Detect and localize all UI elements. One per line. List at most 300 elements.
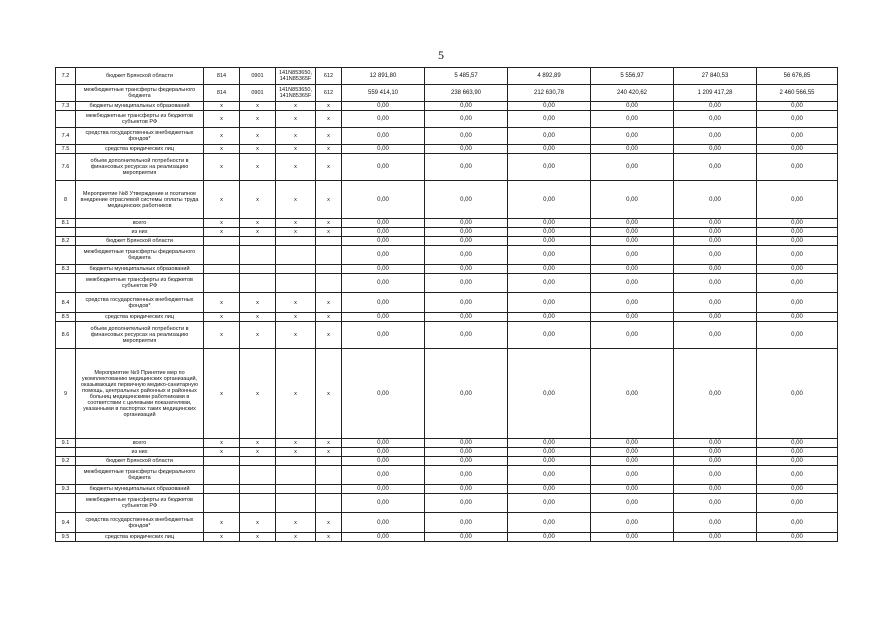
page-number: 5 <box>438 48 444 62</box>
cell-year-1: 0,00 <box>342 128 425 145</box>
cell-section-code: x <box>240 439 276 448</box>
cell-target-article: 141N853650, 141N85365F <box>276 68 316 85</box>
cell-target-article <box>276 274 316 293</box>
table-row <box>56 246 838 265</box>
table-body <box>56 68 838 542</box>
cell-section-code <box>240 246 276 265</box>
cell-row-number: 9.4 <box>56 513 76 533</box>
cell-expense-type: x <box>316 111 342 128</box>
cell-source-name: межбюджетные трансферты из бюджетов субъектов РФ <box>76 274 204 293</box>
cell-row-number: 8.5 <box>56 313 76 322</box>
cell-grbs-code <box>204 246 240 265</box>
cell-row-number: 7.3 <box>56 102 76 111</box>
cell-year-1: 0,00 <box>342 102 425 111</box>
cell-total: 0,00 <box>757 128 838 145</box>
cell-row-number: 7.6 <box>56 154 76 181</box>
cell-total: 0,00 <box>757 154 838 181</box>
cell-year-3: 0,00 <box>508 533 591 542</box>
cell-year-4: 240 420,62 <box>591 85 674 102</box>
cell-year-3: 0,00 <box>508 228 591 237</box>
cell-target-article: x <box>276 513 316 533</box>
cell-year-3: 0,00 <box>508 102 591 111</box>
cell-source-name: средства государственных внебюджетных фондов* <box>76 513 204 533</box>
cell-row-number <box>56 246 76 265</box>
cell-expense-type: x <box>316 128 342 145</box>
cell-year-4: 0,00 <box>591 439 674 448</box>
cell-year-2: 0,00 <box>425 265 508 274</box>
cell-total: 0,00 <box>757 265 838 274</box>
cell-row-number: 9.5 <box>56 533 76 542</box>
cell-source-name: бюджет Брянской области <box>76 457 204 466</box>
cell-year-5: 0,00 <box>674 513 757 533</box>
cell-section-code: x <box>240 128 276 145</box>
cell-year-3: 0,00 <box>508 293 591 313</box>
cell-expense-type: x <box>316 154 342 181</box>
cell-year-3: 0,00 <box>508 457 591 466</box>
cell-year-2: 0,00 <box>425 145 508 154</box>
cell-source-name: объем дополнительной потребности в финансовых ресурсах на реализацию мероприятия <box>76 154 204 181</box>
cell-year-5: 0,00 <box>674 448 757 457</box>
cell-year-2: 0,00 <box>425 154 508 181</box>
cell-source-name: из них <box>76 448 204 457</box>
cell-year-3: 0,00 <box>508 246 591 265</box>
cell-year-1: 0,00 <box>342 111 425 128</box>
cell-year-2: 0,00 <box>425 219 508 228</box>
cell-target-article: x <box>276 128 316 145</box>
cell-expense-type: x <box>316 322 342 349</box>
cell-row-number: 9 <box>56 349 76 439</box>
cell-section-code: x <box>240 181 276 219</box>
cell-row-number: 9.3 <box>56 485 76 494</box>
cell-year-4: 0,00 <box>591 466 674 485</box>
cell-total: 0,00 <box>757 102 838 111</box>
cell-year-2: 5 485,57 <box>425 68 508 85</box>
cell-section-code: x <box>240 111 276 128</box>
cell-year-1: 0,00 <box>342 237 425 246</box>
cell-year-2: 0,00 <box>425 293 508 313</box>
cell-year-2: 238 663,90 <box>425 85 508 102</box>
cell-year-2: 0,00 <box>425 181 508 219</box>
cell-source-name: средства государственных внебюджетных фондов* <box>76 293 204 313</box>
table-row <box>56 68 838 85</box>
cell-total: 0,00 <box>757 228 838 237</box>
cell-year-5: 0,00 <box>674 265 757 274</box>
cell-row-number <box>56 466 76 485</box>
cell-year-4: 5 556,97 <box>591 68 674 85</box>
cell-year-4: 0,00 <box>591 274 674 293</box>
cell-section-code <box>240 466 276 485</box>
cell-section-code <box>240 265 276 274</box>
cell-target-article: x <box>276 102 316 111</box>
table-row <box>56 128 838 145</box>
cell-year-3: 0,00 <box>508 466 591 485</box>
table-row <box>56 145 838 154</box>
table-row <box>56 313 838 322</box>
cell-target-article <box>276 457 316 466</box>
cell-source-name: средства юридических лиц <box>76 145 204 154</box>
cell-grbs-code <box>204 466 240 485</box>
cell-expense-type: 612 <box>316 68 342 85</box>
cell-total: 0,00 <box>757 466 838 485</box>
table-row <box>56 181 838 219</box>
cell-total: 0,00 <box>757 448 838 457</box>
cell-expense-type <box>316 457 342 466</box>
table-row <box>56 494 838 513</box>
cell-year-4: 0,00 <box>591 111 674 128</box>
cell-source-name: бюджет Брянской области <box>76 68 204 85</box>
cell-year-5: 0,00 <box>674 246 757 265</box>
cell-year-2: 0,00 <box>425 228 508 237</box>
cell-grbs-code: x <box>204 111 240 128</box>
cell-year-5: 0,00 <box>674 313 757 322</box>
cell-expense-type: x <box>316 533 342 542</box>
cell-year-1: 0,00 <box>342 181 425 219</box>
cell-year-5: 0,00 <box>674 219 757 228</box>
cell-grbs-code: x <box>204 293 240 313</box>
cell-year-1: 0,00 <box>342 145 425 154</box>
cell-total: 0,00 <box>757 533 838 542</box>
cell-year-2: 0,00 <box>425 313 508 322</box>
cell-section-code: x <box>240 313 276 322</box>
cell-year-3: 212 630,78 <box>508 85 591 102</box>
cell-year-2: 0,00 <box>425 349 508 439</box>
cell-grbs-code: x <box>204 102 240 111</box>
cell-total: 0,00 <box>757 111 838 128</box>
cell-year-5: 0,00 <box>674 274 757 293</box>
cell-year-2: 0,00 <box>425 513 508 533</box>
cell-expense-type <box>316 466 342 485</box>
cell-year-1: 0,00 <box>342 274 425 293</box>
table-row <box>56 457 838 466</box>
table-row <box>56 448 838 457</box>
cell-year-1: 0,00 <box>342 513 425 533</box>
cell-target-article: x <box>276 293 316 313</box>
cell-row-number <box>56 111 76 128</box>
cell-target-article: x <box>276 533 316 542</box>
cell-year-4: 0,00 <box>591 246 674 265</box>
cell-year-3: 0,00 <box>508 128 591 145</box>
cell-year-5: 0,00 <box>674 293 757 313</box>
cell-year-1: 0,00 <box>342 293 425 313</box>
cell-grbs-code: x <box>204 145 240 154</box>
cell-year-4: 0,00 <box>591 128 674 145</box>
cell-year-3: 0,00 <box>508 237 591 246</box>
cell-section-code <box>240 457 276 466</box>
cell-grbs-code: x <box>204 533 240 542</box>
cell-year-4: 0,00 <box>591 457 674 466</box>
table-row <box>56 485 838 494</box>
cell-year-3: 0,00 <box>508 448 591 457</box>
cell-source-name: бюджет Брянской области <box>76 237 204 246</box>
cell-year-5: 0,00 <box>674 154 757 181</box>
cell-expense-type <box>316 494 342 513</box>
cell-section-code <box>240 274 276 293</box>
cell-grbs-code <box>204 485 240 494</box>
table-row <box>56 85 838 102</box>
cell-expense-type: x <box>316 439 342 448</box>
cell-grbs-code: x <box>204 228 240 237</box>
cell-year-1: 0,00 <box>342 265 425 274</box>
cell-grbs-code: x <box>204 128 240 145</box>
cell-row-number: 9.1 <box>56 439 76 448</box>
cell-grbs-code <box>204 457 240 466</box>
cell-year-2: 0,00 <box>425 457 508 466</box>
cell-year-5: 0,00 <box>674 145 757 154</box>
cell-year-3: 0,00 <box>508 349 591 439</box>
cell-grbs-code: x <box>204 219 240 228</box>
cell-target-article: x <box>276 439 316 448</box>
cell-expense-type: x <box>316 219 342 228</box>
cell-year-5: 27 840,53 <box>674 68 757 85</box>
table-row <box>56 265 838 274</box>
cell-grbs-code <box>204 237 240 246</box>
cell-section-code: x <box>240 102 276 111</box>
cell-grbs-code: x <box>204 313 240 322</box>
cell-target-article: x <box>276 349 316 439</box>
cell-section-code: x <box>240 448 276 457</box>
cell-expense-type <box>316 485 342 494</box>
cell-row-number: 7.4 <box>56 128 76 145</box>
cell-total: 56 676,85 <box>757 68 838 85</box>
cell-row-number: 8.2 <box>56 237 76 246</box>
cell-expense-type: 612 <box>316 85 342 102</box>
budget-table <box>55 67 838 542</box>
cell-target-article <box>276 494 316 513</box>
cell-expense-type: x <box>316 181 342 219</box>
table-row <box>56 228 838 237</box>
cell-expense-type: x <box>316 102 342 111</box>
cell-source-name: средства юридических лиц <box>76 313 204 322</box>
cell-year-3: 0,00 <box>508 494 591 513</box>
cell-year-5: 1 209 417,28 <box>674 85 757 102</box>
cell-target-article: x <box>276 111 316 128</box>
cell-year-5: 0,00 <box>674 457 757 466</box>
cell-section-code: x <box>240 145 276 154</box>
cell-source-name: бюджеты муниципальных образований <box>76 485 204 494</box>
table-row <box>56 219 838 228</box>
cell-expense-type: x <box>316 313 342 322</box>
cell-year-1: 0,00 <box>342 439 425 448</box>
cell-year-1: 0,00 <box>342 154 425 181</box>
cell-year-4: 0,00 <box>591 228 674 237</box>
cell-year-4: 0,00 <box>591 154 674 181</box>
cell-year-2: 0,00 <box>425 494 508 513</box>
cell-source-name: из них <box>76 228 204 237</box>
cell-year-5: 0,00 <box>674 349 757 439</box>
cell-year-2: 0,00 <box>425 533 508 542</box>
cell-year-5: 0,00 <box>674 228 757 237</box>
cell-grbs-code: 814 <box>204 85 240 102</box>
table-row <box>56 322 838 349</box>
cell-year-4: 0,00 <box>591 448 674 457</box>
cell-year-3: 0,00 <box>508 439 591 448</box>
cell-grbs-code: x <box>204 322 240 349</box>
cell-year-2: 0,00 <box>425 274 508 293</box>
cell-total: 0,00 <box>757 181 838 219</box>
cell-year-5: 0,00 <box>674 111 757 128</box>
cell-source-name: межбюджетные трансферты из бюджетов субъектов РФ <box>76 494 204 513</box>
cell-total: 0,00 <box>757 145 838 154</box>
cell-total: 0,00 <box>757 237 838 246</box>
table-row <box>56 154 838 181</box>
cell-total: 0,00 <box>757 494 838 513</box>
cell-year-5: 0,00 <box>674 322 757 349</box>
cell-total: 0,00 <box>757 485 838 494</box>
cell-grbs-code <box>204 274 240 293</box>
cell-total: 0,00 <box>757 274 838 293</box>
cell-year-1: 0,00 <box>342 246 425 265</box>
table-row <box>56 513 838 533</box>
cell-year-4: 0,00 <box>591 181 674 219</box>
cell-year-5: 0,00 <box>674 466 757 485</box>
cell-year-4: 0,00 <box>591 265 674 274</box>
cell-row-number: 7.5 <box>56 145 76 154</box>
cell-year-5: 0,00 <box>674 533 757 542</box>
cell-total: 2 460 566,55 <box>757 85 838 102</box>
cell-year-2: 0,00 <box>425 322 508 349</box>
cell-year-2: 0,00 <box>425 102 508 111</box>
table-row <box>56 439 838 448</box>
cell-target-article <box>276 246 316 265</box>
cell-year-4: 0,00 <box>591 219 674 228</box>
cell-target-article: x <box>276 145 316 154</box>
cell-expense-type: x <box>316 293 342 313</box>
cell-year-3: 0,00 <box>508 274 591 293</box>
cell-year-2: 0,00 <box>425 439 508 448</box>
cell-target-article: 141N853650, 141N85365F <box>276 85 316 102</box>
cell-grbs-code: x <box>204 181 240 219</box>
cell-section-code <box>240 494 276 513</box>
cell-year-2: 0,00 <box>425 111 508 128</box>
cell-year-1: 0,00 <box>342 349 425 439</box>
cell-year-3: 0,00 <box>508 154 591 181</box>
cell-year-1: 559 414,10 <box>342 85 425 102</box>
table-row <box>56 349 838 439</box>
cell-year-1: 0,00 <box>342 466 425 485</box>
cell-source-name: межбюджетные трансферты федерального бюджета <box>76 246 204 265</box>
cell-source-name: межбюджетные трансферты федерального бюджета <box>76 85 204 102</box>
cell-section-code: x <box>240 513 276 533</box>
cell-year-1: 0,00 <box>342 533 425 542</box>
cell-year-3: 0,00 <box>508 313 591 322</box>
cell-section-code <box>240 237 276 246</box>
cell-year-5: 0,00 <box>674 128 757 145</box>
cell-grbs-code <box>204 494 240 513</box>
cell-row-number: 8.6 <box>56 322 76 349</box>
cell-source-name: Мероприятие №9 Принятие мер по укомплектованию медицинских организаций, оказывающих первичную медико-санитарную помощь, центральных районных и районных больниц медицинскими работниками в соответствии с целевыми показателями, указанными в паспортах таких медицинских организаций <box>76 349 204 439</box>
cell-total: 0,00 <box>757 322 838 349</box>
cell-year-4: 0,00 <box>591 293 674 313</box>
cell-total: 0,00 <box>757 349 838 439</box>
cell-year-3: 0,00 <box>508 513 591 533</box>
cell-total: 0,00 <box>757 219 838 228</box>
cell-grbs-code: x <box>204 439 240 448</box>
cell-year-1: 12 891,80 <box>342 68 425 85</box>
cell-target-article <box>276 466 316 485</box>
cell-source-name: средства юридических лиц <box>76 533 204 542</box>
cell-year-3: 0,00 <box>508 265 591 274</box>
cell-grbs-code: x <box>204 448 240 457</box>
cell-source-name: всего <box>76 219 204 228</box>
cell-source-name: бюджеты муниципальных образований <box>76 265 204 274</box>
cell-section-code <box>240 485 276 494</box>
cell-row-number: 7.2 <box>56 68 76 85</box>
table-row <box>56 102 838 111</box>
table-row <box>56 533 838 542</box>
table-row <box>56 466 838 485</box>
cell-expense-type <box>316 246 342 265</box>
cell-expense-type <box>316 274 342 293</box>
cell-target-article <box>276 265 316 274</box>
cell-year-4: 0,00 <box>591 349 674 439</box>
cell-section-code: x <box>240 349 276 439</box>
cell-year-1: 0,00 <box>342 313 425 322</box>
cell-source-name: бюджеты муниципальных образований <box>76 102 204 111</box>
cell-year-4: 0,00 <box>591 102 674 111</box>
cell-source-name: средства государственных внебюджетных фондов* <box>76 128 204 145</box>
cell-year-5: 0,00 <box>674 181 757 219</box>
cell-year-4: 0,00 <box>591 533 674 542</box>
cell-section-code: x <box>240 533 276 542</box>
cell-year-1: 0,00 <box>342 494 425 513</box>
cell-expense-type: x <box>316 145 342 154</box>
cell-total: 0,00 <box>757 439 838 448</box>
cell-target-article <box>276 485 316 494</box>
cell-year-4: 0,00 <box>591 145 674 154</box>
cell-row-number: 8.4 <box>56 293 76 313</box>
cell-year-1: 0,00 <box>342 322 425 349</box>
cell-year-1: 0,00 <box>342 457 425 466</box>
cell-year-5: 0,00 <box>674 102 757 111</box>
cell-target-article: x <box>276 228 316 237</box>
cell-grbs-code: 814 <box>204 68 240 85</box>
cell-year-1: 0,00 <box>342 228 425 237</box>
cell-year-3: 4 892,89 <box>508 68 591 85</box>
cell-section-code: x <box>240 228 276 237</box>
cell-source-name: межбюджетные трансферты из бюджетов субъектов РФ <box>76 111 204 128</box>
cell-target-article: x <box>276 154 316 181</box>
cell-row-number <box>56 274 76 293</box>
cell-section-code: x <box>240 219 276 228</box>
cell-year-2: 0,00 <box>425 246 508 265</box>
cell-target-article: x <box>276 181 316 219</box>
cell-year-3: 0,00 <box>508 219 591 228</box>
cell-year-5: 0,00 <box>674 439 757 448</box>
cell-expense-type <box>316 237 342 246</box>
cell-total: 0,00 <box>757 293 838 313</box>
cell-row-number <box>56 85 76 102</box>
cell-year-1: 0,00 <box>342 485 425 494</box>
cell-row-number: 8.3 <box>56 265 76 274</box>
cell-year-3: 0,00 <box>508 322 591 349</box>
cell-source-name: всего <box>76 439 204 448</box>
cell-total: 0,00 <box>757 313 838 322</box>
cell-section-code: x <box>240 293 276 313</box>
cell-year-3: 0,00 <box>508 111 591 128</box>
cell-expense-type <box>316 265 342 274</box>
cell-year-3: 0,00 <box>508 145 591 154</box>
cell-source-name: межбюджетные трансферты федерального бюджета <box>76 466 204 485</box>
cell-total: 0,00 <box>757 513 838 533</box>
cell-year-3: 0,00 <box>508 181 591 219</box>
table-row <box>56 237 838 246</box>
cell-section-code: 0901 <box>240 85 276 102</box>
cell-target-article: x <box>276 448 316 457</box>
cell-grbs-code: x <box>204 349 240 439</box>
cell-year-4: 0,00 <box>591 513 674 533</box>
cell-expense-type: x <box>316 513 342 533</box>
cell-year-4: 0,00 <box>591 322 674 349</box>
